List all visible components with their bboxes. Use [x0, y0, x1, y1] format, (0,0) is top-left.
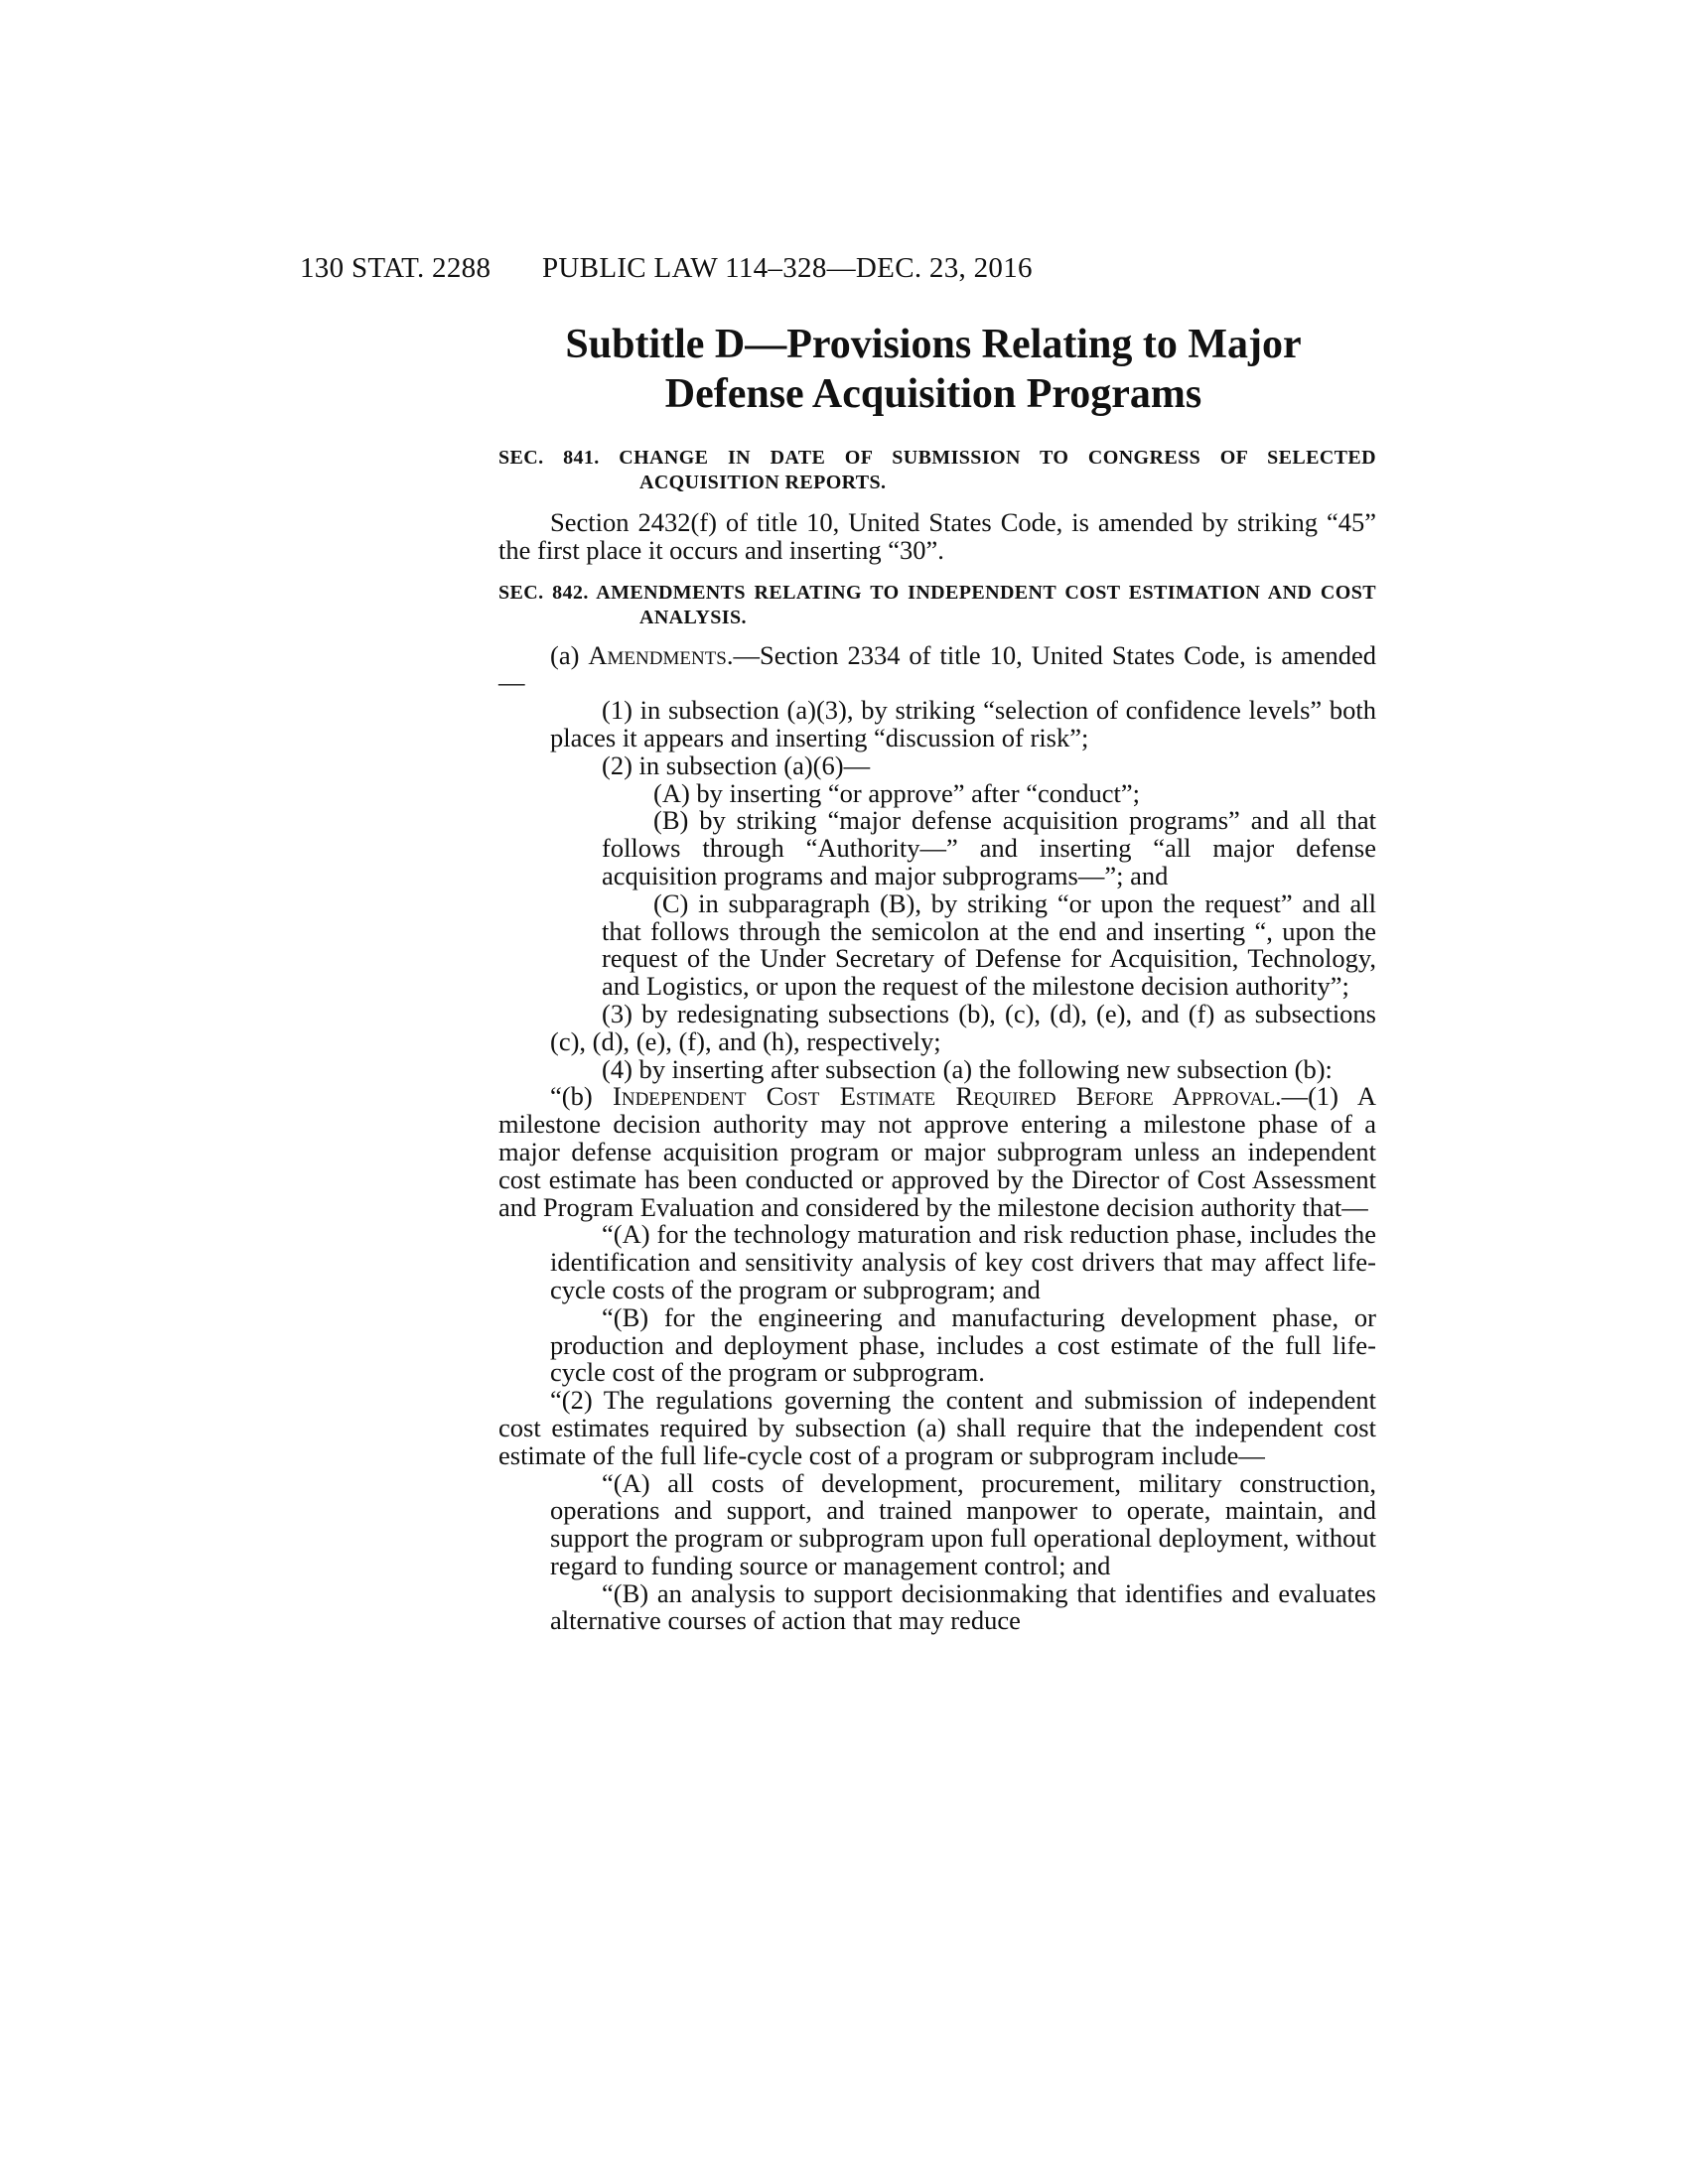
subparagraph-2B: (B) by striking “major defense acquisition programs” and all that follows through “Authority—” and inserting “all major defense acquisition programs and major subprograms—”; and — [602, 805, 1376, 890]
paragraph-1: (1) in subsection (a)(3), by striking “selection of confidence levels” both places it appears and inserting “discussion of risk”; — [550, 695, 1376, 752]
page-stat-reference: 130 STAT. 2288 — [300, 252, 492, 284]
subsection-a-amendments: (a) Amendments.—Section 2334 of title 10, United States Code, is amended— — [498, 639, 1376, 698]
running-header: PUBLIC LAW 114–328—DEC. 23, 2016 — [542, 252, 1033, 284]
subsection-b-2: “(2) The regulations governing the content and submission of independent cost estimates required by subsection (a) shall require that the independent cost estimate of the full life-cycle cost of a program or subprogram include— — [498, 1385, 1376, 1470]
section-841-heading: SEC. 841. CHANGE IN DATE OF SUBMISSION TO CONGRESS OF SELECTED ACQUISITION REPORTS. — [498, 447, 1376, 493]
subtitle-line-2: Defense Acquisition Programs — [664, 371, 1202, 417]
section-841-text: Section 2432(f) of title 10, United States Code, is amended by striking “45” the first place it occurs and inserting “30”. — [498, 507, 1376, 565]
body-text — [498, 446, 1376, 1635]
subtitle-heading — [487, 320, 1380, 419]
paragraph-3: (3) by redesignating subsections (b), (c), (d), (e), and (f) as subsections (c), (d), (e), (f), and (h), respectively; — [550, 998, 1376, 1056]
subsection-b-1A: “(A) for the technology maturation and risk reduction phase, includes the identification and sensitivity analysis of key cost drivers that may affect life-cycle costs of the program or subprogram; and — [550, 1219, 1376, 1304]
subsection-b-2B: “(B) an analysis to support decisionmaking that identifies and evaluates alternative courses of action that may reduce — [550, 1577, 1376, 1636]
section-842-heading: SEC. 842. AMENDMENTS RELATING TO INDEPENDENT COST ESTIMATION AND COST ANALYSIS. — [498, 581, 1376, 628]
paragraph-2: (2) in subsection (a)(6)— — [602, 750, 871, 780]
new-subsection-b: “(b) Independent Cost Estimate Required Before Approval.—(1) A milestone decision authority may not approve entering a milestone phase of a major defense acquisition program or major subprogram unless an independent cost estimate has been conducted or approved by the Director of Cost Assessment and Program Evaluation and considered by the milestone decision authority that— — [498, 1081, 1376, 1222]
subparagraph-2A: (A) by inserting “or approve” after “conduct”; — [653, 777, 1141, 808]
subsection-b-1B: “(B) for the engineering and manufacturing development phase, or production and deployment phase, includes a cost estimate of the full life-cycle cost of the program or subprogram. — [550, 1301, 1376, 1388]
subsection-b-caption: Independent Cost Estimate Required Before Approval — [613, 1081, 1275, 1112]
subparagraph-2C: (C) in subparagraph (B), by striking “or upon the request” and all that follows through the semicolon at the end and inserting “, upon the request of the Under Secretary of Defense for Acquisition, Technology, and Logistics, or upon the request of the milestone decision authority”; — [602, 887, 1376, 1002]
paragraph-4: (4) by inserting after subsection (a) the following new subsection (b): — [602, 1053, 1333, 1084]
subtitle-line-1: Subtitle D—Provisions Relating to Major — [565, 322, 1302, 367]
subsection-a-caption: Amendments — [588, 639, 727, 670]
subsection-b-2A: “(A) all costs of development, procurement, military construction, operations and support, and trained manpower to operate, maintain, and support the program or subprogram upon full operational deployment, without regard to funding source or management control; and — [550, 1467, 1376, 1580]
